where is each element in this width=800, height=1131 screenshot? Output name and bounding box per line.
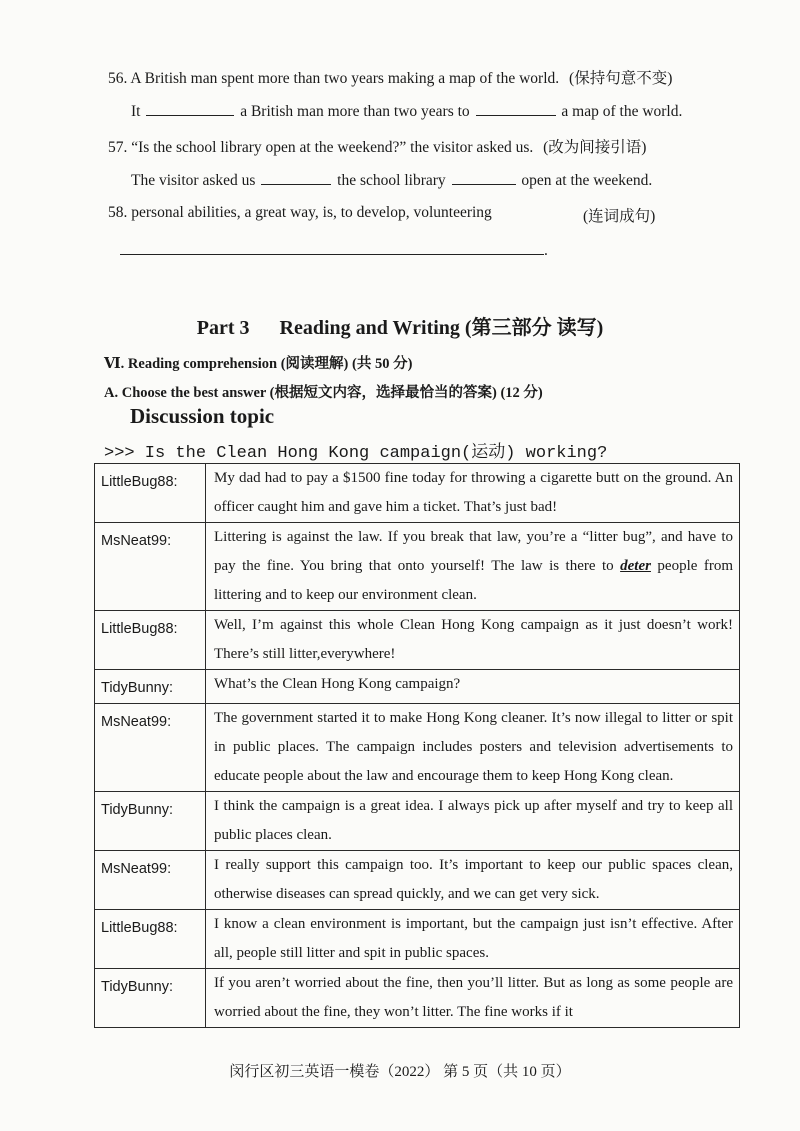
table-row [95,464,740,523]
answer-text: The visitor asked us [131,172,256,189]
username: LittleBug88: [95,910,206,969]
table-row [95,851,740,910]
question-57-text: 57. “Is the school library open at the weekend?” the visitor asked us. [108,139,534,156]
forum-table [94,463,740,1028]
subsection-heading: A. Choose the best answer (根据短文内容，选择最恰当的答案) (12 分) [104,385,543,401]
answer-text: It [131,103,141,120]
answer-blank[interactable] [452,170,516,185]
question-58-text: 58. personal abilities, a great way, is, to develop, volunteering [108,204,492,221]
answer-end-period: . [544,242,548,259]
username: MsNeat99: [95,704,206,792]
table-row [95,792,740,851]
question-57-instruction: (改为间接引语) [543,139,647,156]
answer-blank[interactable] [261,170,331,185]
table-row [95,611,740,670]
table-row [95,910,740,969]
answer-blank[interactable] [476,101,556,116]
post-text: The government started it to make Hong Kong cleaner. It’s now illegal to litter or spit in public places. The campaign includes posters and television advertisements to educate people about the law and encourage them to keep Hong Kong clean. [206,704,740,792]
question-57 [108,135,646,157]
topic-line: >>> Is the Clean Hong Kong campaign(运动) working? [104,444,608,463]
table-row [95,523,740,611]
post-text: I really support this campaign too. It’s important to keep our public spaces clean, otherwise diseases can spread quickly, and we can get very sick. [206,851,740,910]
post-text: I think the campaign is a great idea. I always pick up after myself and try to keep all public places clean. [206,792,740,851]
post-text: If you aren’t worried about the fine, then you’ll litter. But as long as some people are worried about the fine, they won’t litter. The fine works if it [206,969,740,1028]
emphasized-word: deter [620,558,651,574]
answer-text: a map of the world. [561,103,683,120]
table-row [95,704,740,792]
question-58-instruction: (连词成句) [583,208,656,225]
question-56 [108,66,672,88]
answer-text: the school library [337,172,446,189]
page-footer: 闵行区初三英语一模卷（2022） 第 5 页（共 10 页） [229,1064,571,1080]
section-heading: Ⅵ. Reading comprehension (阅读理解) (共 50 分) [104,356,413,372]
answer-blank[interactable] [120,240,544,255]
question-56-instruction: (保持句意不变) [569,70,673,87]
part-name: Reading and Writing (第三部分 读写) [279,317,604,339]
answer-text: a British man more than two years to [240,103,470,120]
username: TidyBunny: [95,670,206,704]
part-number: Part 3 [196,317,250,339]
post-text: My dad had to pay a $1500 fine today for throwing a cigarette butt on the ground. An officer caught him and gave him a ticket. That’s just bad! [206,464,740,523]
post-text: I know a clean environment is important, but the campaign just isn’t effective. After all, people still litter and spit in public spaces. [206,910,740,969]
answer-text: open at the weekend. [521,172,653,189]
part-title [0,311,800,340]
discussion-heading: Discussion topic [130,404,275,428]
answer-blank[interactable] [146,101,234,116]
username: LittleBug88: [95,611,206,670]
username: TidyBunny: [95,969,206,1028]
post-text: What’s the Clean Hong Kong campaign? [206,670,740,704]
question-58-answer-line [120,240,548,260]
post-text-part: people from littering and to keep our environment clean. [214,558,734,603]
question-57-answer-line [131,170,652,190]
username: TidyBunny: [95,792,206,851]
username: MsNeat99: [95,523,206,611]
question-56-answer-line [131,101,682,121]
username: LittleBug88: [95,464,206,523]
username: MsNeat99: [95,851,206,910]
post-text [206,523,740,611]
table-row [95,969,740,1028]
question-56-text: 56. A British man spent more than two years making a map of the world. [108,70,560,87]
post-text: Well, I’m against this whole Clean Hong Kong campaign as it just doesn’t work! There’s still litter,everywhere! [206,611,740,670]
question-58 [108,204,492,222]
table-row [95,670,740,704]
post-text-part: Littering is against the law. If you break that law, you’re a “litter bug”, and have to pay the fine. You bring that onto yourself! The law is there to [214,529,733,574]
